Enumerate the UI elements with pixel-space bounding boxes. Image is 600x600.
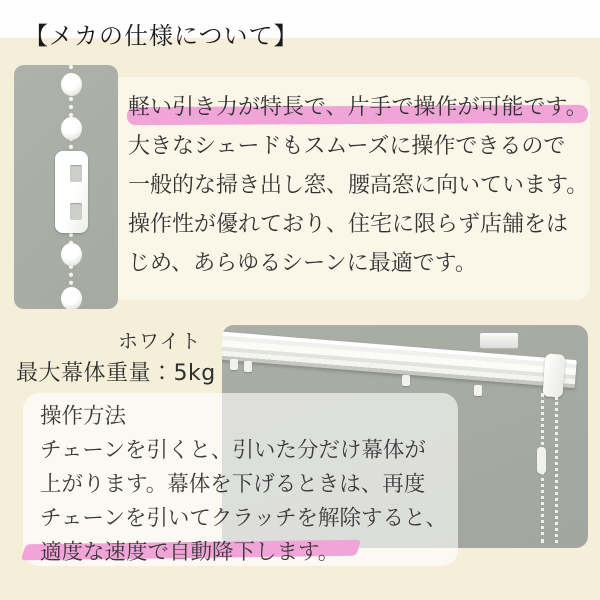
operation-line: 上がります。幕体を下げるときは、再度	[40, 472, 426, 497]
chain-connector	[55, 151, 88, 233]
page-title: 【メカの仕様について】	[24, 22, 299, 50]
max-weight-label: 最大幕体重量：5kg	[16, 361, 216, 386]
operation-heading: 操作方法	[40, 404, 127, 429]
intro-line-highlighted: 軽い引き力が特長で、片手で操作が可能です。	[128, 95, 588, 120]
intro-line: 大きなシェードもスムーズに操作できるので	[128, 134, 566, 159]
chain-joint	[537, 447, 546, 474]
intro-paragraph	[128, 88, 588, 283]
chain-ball	[61, 287, 82, 309]
operation-line-highlighted: 適度な速度で自動降下します。	[40, 540, 340, 565]
operating-chain	[555, 397, 558, 543]
chain-ball	[61, 73, 82, 96]
chain-ball	[61, 117, 82, 140]
operation-line: チェーンを引くと、引いた分だけ幕体が	[40, 438, 426, 463]
rail-end-cap	[543, 353, 566, 397]
operation-line: チェーンを引いてクラッチを解除すると、	[40, 506, 447, 531]
ball-chain-photo	[14, 65, 118, 309]
curtain-runner	[230, 359, 238, 370]
intro-line: 一般的な掃き出し窓、腰高窓に向いています。	[128, 173, 589, 198]
headrail-bar	[222, 331, 577, 388]
curtain-runner	[244, 361, 252, 372]
operation-method-text	[40, 400, 447, 570]
curtain-runner	[474, 385, 482, 396]
intro-line: 操作性が優れており、住宅に限らず店舗をは	[128, 212, 569, 237]
color-name-label: ホワイト	[118, 329, 202, 353]
intro-line: じめ、あらゆるシーンに最適です。	[128, 251, 477, 276]
mounting-bracket	[480, 333, 518, 348]
chain-ball	[61, 243, 82, 266]
connector-hole	[70, 165, 82, 182]
curtain-runner	[402, 375, 410, 386]
connector-hole	[70, 203, 82, 220]
